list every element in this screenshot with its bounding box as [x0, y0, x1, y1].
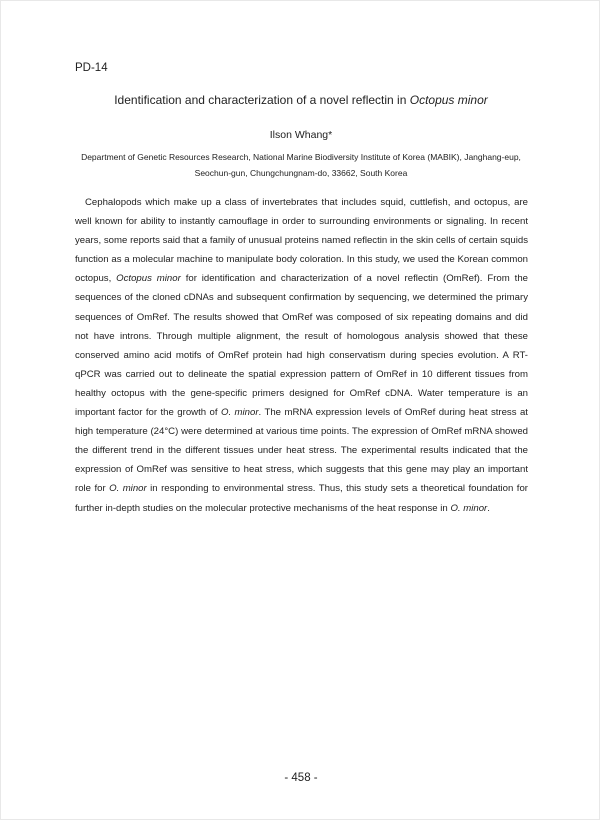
- abstract-segment: Cephalopods which make up a class of invertebrates that includes squid, cuttlefish, and octopus, are well known for ability to instantly camouflage in order to surrounding environments or signaling. In recent years, some reports said that a family of unusual proteins named reflectin in the skin cells of certain squids function as a molecular machine to manipulate body coloration. In this study, we used the Korean common octopus,: [75, 197, 528, 285]
- title-species: Octopus minor: [409, 93, 488, 107]
- abstract-segment: in responding to environmental stress. Thus, this study sets a theoretical foundation for further in-depth studies on the molecular protective mechanisms of the heat response in: [75, 483, 528, 514]
- abstract-segment: .: [487, 502, 490, 514]
- abstract-segment: for identification and characterization of a novel reflectin (OmRef). From the sequences of the cloned cDNAs and subsequent confirmation by sequencing, we determined the primary sequences of OmRef. The results showed that OmRef was composed of six repeating domains and did not have introns. Through multiple alignment, the result of homologous analysis showed that these conserved amino acid motifs of OmRef protein had high conservatism during species evolution. A RT-qPCR was carried out to delineate the spatial expression pattern of OmRef in 10 different tissues from healthy octopus with the gene-specific primers designed for OmRef cDNA. Water temperature is an important factor for the growth of: [75, 273, 528, 419]
- paper-title: [1, 93, 600, 107]
- author-name: Ilson Whang*: [269, 129, 333, 141]
- title-text: Identification and characterization of a novel reflectin in: [114, 93, 410, 107]
- page-number: - 458 -: [284, 772, 318, 784]
- species-name: O. minor: [220, 407, 259, 419]
- abstract-body: [75, 193, 528, 518]
- species-name: Octopus minor: [116, 273, 181, 285]
- species-name: O. minor: [450, 502, 488, 514]
- abstract-code: PD-14: [75, 62, 108, 74]
- abstract-segment: . The mRNA expression levels of OmRef during heat stress at high temperature (24°C) were determined at various time points. The expression of OmRef mRNA showed the different trend in the different tissues under heat stress. The experimental results indicated that the expression of OmRef was sensitive to heat stress, which suggests that this gene may play an important role for: [75, 407, 528, 495]
- author-affiliation: Department of Genetic Resources Research, National Marine Biodiversity Institute of Korea (MABIK), Janghang-eup, Seochun-gun, Chungchungnam-do, 33662, South Korea: [81, 152, 521, 178]
- species-name: O. minor: [109, 483, 147, 495]
